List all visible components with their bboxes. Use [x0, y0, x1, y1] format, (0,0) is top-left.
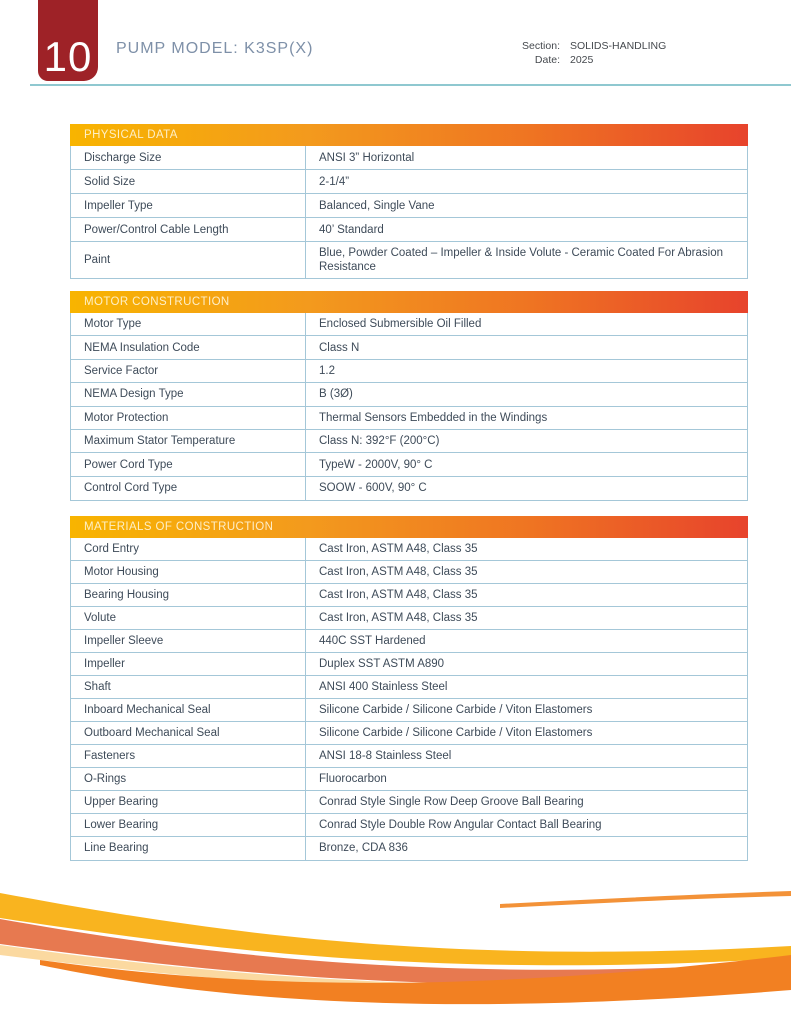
table-row	[71, 336, 747, 359]
table-row	[71, 630, 747, 653]
spec-table	[70, 291, 748, 501]
table-row	[71, 242, 747, 278]
spec-value: Silicone Carbide / Silicone Carbide / Viton Elastomers	[319, 727, 593, 740]
spec-label: Shaft	[71, 676, 306, 698]
spec-value: Conrad Style Single Row Deep Groove Ball Bearing	[319, 796, 584, 809]
spec-label: Power/Control Cable Length	[71, 218, 306, 241]
spec-value: 40’ Standard	[319, 223, 384, 236]
spec-label: Discharge Size	[71, 146, 306, 169]
spec-value: TypeW - 2000V, 90° C	[319, 458, 433, 471]
page-title: PUMP MODEL: K3SP(X)	[116, 40, 314, 57]
spec-label: Bearing Housing	[71, 584, 306, 606]
spec-label: Service Factor	[71, 360, 306, 382]
table-title-bar: MOTOR CONSTRUCTION	[70, 291, 748, 313]
spec-value: Enclosed Submersible Oil Filled	[319, 318, 482, 331]
spec-value: ANSI 18-8 Stainless Steel	[319, 750, 452, 763]
spec-value: ANSI 400 Stainless Steel	[319, 681, 448, 694]
spec-label: Outboard Mechanical Seal	[71, 722, 306, 744]
table-row	[71, 722, 747, 745]
spec-table	[70, 516, 748, 861]
table-row	[71, 538, 747, 561]
spec-value: Thermal Sensors Embedded in the Windings	[319, 411, 548, 424]
section-value: SOLIDS-HANDLING	[570, 40, 667, 52]
spec-label: Maximum Stator Temperature	[71, 430, 306, 452]
spec-value: Conrad Style Double Row Angular Contact Ball Bearing	[319, 819, 602, 832]
table-rows	[70, 146, 748, 279]
spec-value: Duplex SST ASTM A890	[319, 658, 445, 671]
table-row	[71, 360, 747, 383]
spec-label: Power Cord Type	[71, 453, 306, 475]
table-row	[71, 407, 747, 430]
spec-label: Upper Bearing	[71, 791, 306, 813]
section-label: Section:	[522, 40, 560, 52]
table-row	[71, 383, 747, 406]
table-row	[71, 768, 747, 791]
date-label: Date:	[534, 54, 560, 66]
spec-label: Lower Bearing	[71, 814, 306, 836]
table-row	[71, 430, 747, 453]
spec-value: 2-1/4”	[319, 175, 350, 188]
table-row	[71, 653, 747, 676]
header-meta	[468, 40, 728, 67]
table-row	[71, 561, 747, 584]
spec-label: Cord Entry	[71, 538, 306, 560]
spec-value: Cast Iron, ASTM A48, Class 35	[319, 543, 478, 556]
spec-label: Paint	[71, 242, 306, 278]
table-row	[71, 584, 747, 607]
spec-label: O-Rings	[71, 768, 306, 790]
table-row	[71, 194, 747, 218]
spec-value: Class N	[319, 341, 360, 354]
spec-value: B (3Ø)	[319, 388, 353, 401]
page-number: 10	[43, 33, 93, 80]
table-rows	[70, 538, 748, 861]
table-row	[71, 313, 747, 336]
table-row	[71, 477, 747, 500]
table-row	[71, 814, 747, 837]
spec-value: Blue, Powder Coated – Impeller & Inside Volute - Ceramic Coated For Abrasion Resistance	[319, 247, 723, 273]
table-row	[71, 791, 747, 814]
spec-label: Impeller Type	[71, 194, 306, 217]
table-row	[71, 146, 747, 170]
spec-label: Fasteners	[71, 745, 306, 767]
spec-value: Silicone Carbide / Silicone Carbide / Viton Elastomers	[319, 704, 593, 717]
spec-value: Class N: 392°F (200°C)	[319, 435, 440, 448]
spec-label: NEMA Design Type	[71, 383, 306, 405]
spec-value: 440C SST Hardened	[319, 635, 426, 648]
spec-value: SOOW - 600V, 90° C	[319, 482, 427, 495]
spec-value: Cast Iron, ASTM A48, Class 35	[319, 612, 478, 625]
table-title-bar: MATERIALS OF CONSTRUCTION	[70, 516, 748, 538]
table-row	[71, 676, 747, 699]
spec-label: Impeller	[71, 653, 306, 675]
spec-value: Cast Iron, ASTM A48, Class 35	[319, 589, 478, 602]
spec-label: Impeller Sleeve	[71, 630, 306, 652]
table-row	[71, 745, 747, 768]
table-row	[71, 699, 747, 722]
table-rows	[70, 313, 748, 501]
table-row	[71, 607, 747, 630]
spec-label: Motor Protection	[71, 407, 306, 429]
spec-value: 1.2	[319, 364, 335, 377]
table-row	[71, 170, 747, 194]
spec-tables	[70, 124, 748, 861]
spec-label: Solid Size	[71, 170, 306, 193]
table-title-bar: PHYSICAL DATA	[70, 124, 748, 146]
spec-value: Bronze, CDA 836	[319, 842, 408, 855]
spec-value: Cast Iron, ASTM A48, Class 35	[319, 566, 478, 579]
table-row	[71, 453, 747, 476]
spec-label: Volute	[71, 607, 306, 629]
page-number-box	[38, 0, 98, 81]
spec-value: Fluorocarbon	[319, 773, 387, 786]
spec-value: Balanced, Single Vane	[319, 199, 435, 212]
spec-label: Control Cord Type	[71, 477, 306, 500]
spec-label: Motor Housing	[71, 561, 306, 583]
spec-table	[70, 124, 748, 279]
header-divider-line	[30, 84, 791, 86]
spec-label: NEMA Insulation Code	[71, 336, 306, 358]
spec-label: Inboard Mechanical Seal	[71, 699, 306, 721]
table-row	[71, 837, 747, 860]
table-row	[71, 218, 747, 242]
spec-label: Motor Type	[71, 313, 306, 335]
spec-value: ANSI 3” Horizontal	[319, 151, 415, 164]
spec-label: Line Bearing	[71, 837, 306, 860]
footer-wave-decoration	[0, 888, 791, 1024]
date-value: 2025	[570, 54, 594, 66]
